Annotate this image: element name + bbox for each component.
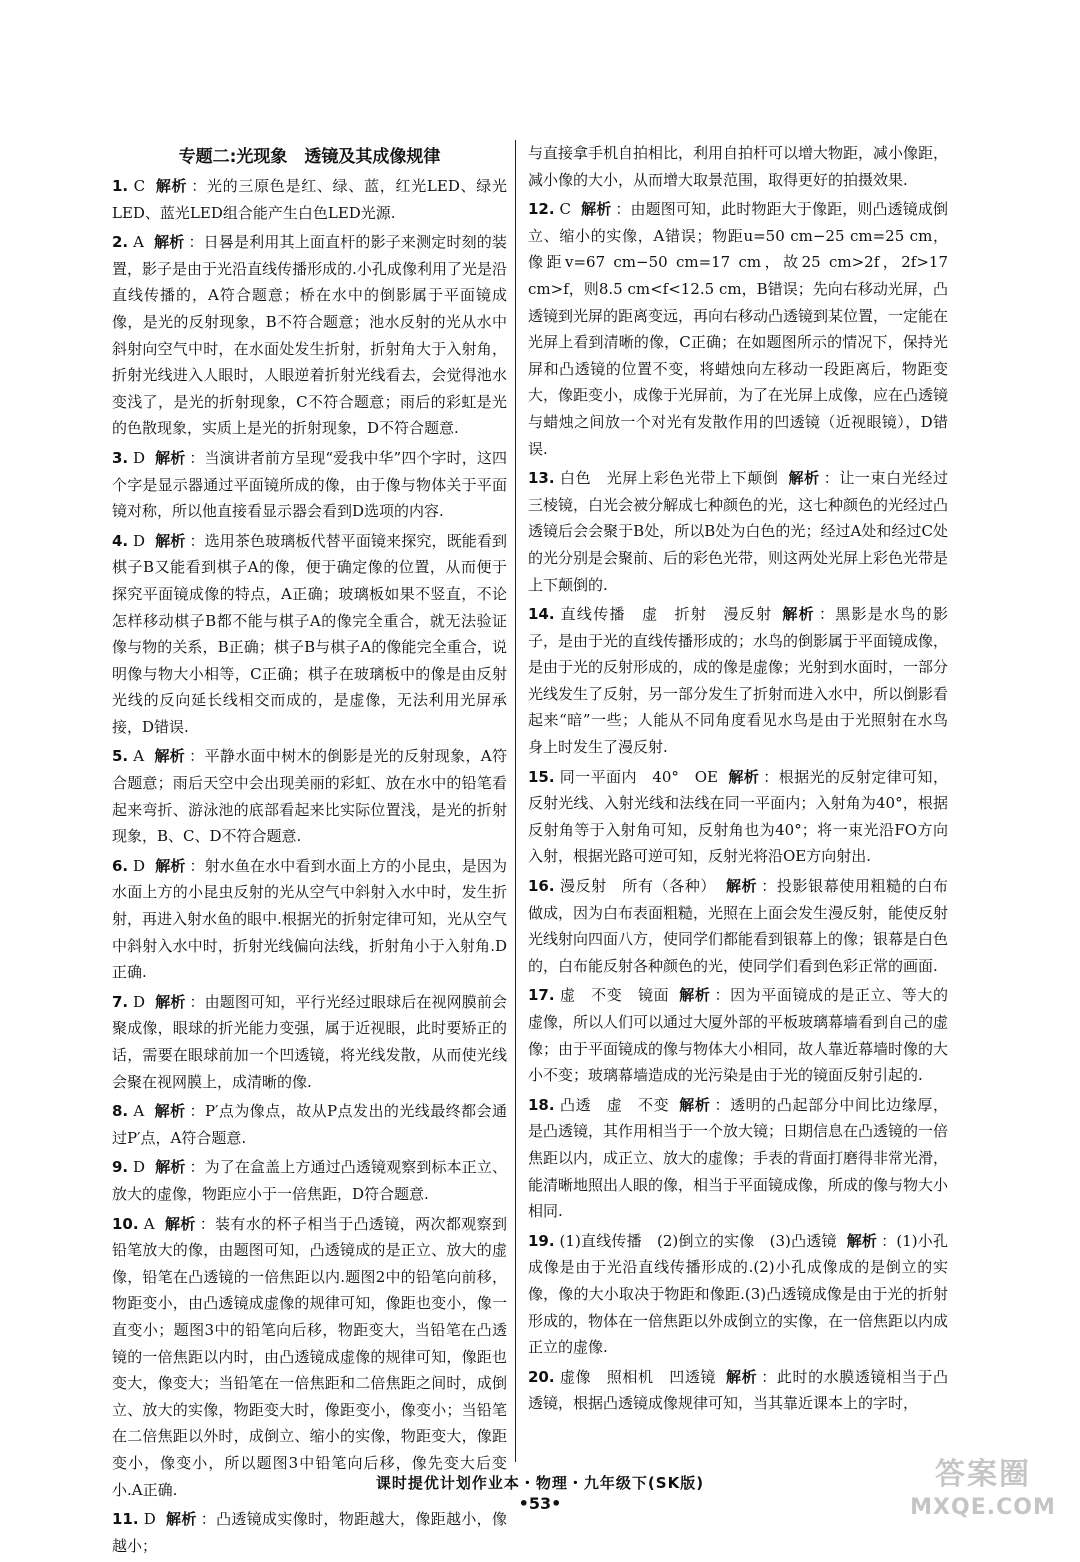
- analysis-text: 射水鱼在水中看到水面上方的小昆虫，是因为水面上方的小昆虫反射的光从空气中斜射入水中时，发生折射，再进入射水鱼的眼中.根据光的折射定律可知，光从空气中斜射入水中时，折射光线偏向法线，折射角小于入射角.D正确.: [112, 856, 507, 982]
- answer-item: 20. 虚像 照相机 凹透镜 解析 ：此时的水膜透镜相当于凸透镜，根据凸透镜成像规律可知，当其靠近课本上的字时，: [528, 1367, 948, 1413]
- analysis-label: 解析: [155, 1158, 186, 1177]
- question-number: 7.: [112, 992, 129, 1011]
- answer-item: 6. D 解析 ：射水鱼在水中看到水面上方的小昆虫，是因为水面上方的小昆虫反射的光从空气中斜射入水中时，发生折射，再进入射水鱼的眼中.根据光的折射定律可知，光从空气中斜射入水中时，折射光线偏向法线，折射角小于入射角.D正确.: [112, 856, 507, 982]
- continued-answer: 与直接拿手机自拍相比，利用自拍杆可以增大物距，减小像距，减小像的大小，从而增大取景范围，取得更好的拍摄效果.: [528, 144, 949, 189]
- answer-item: 18. 凸透 虚 不变 解析 ：透明的凸起部分中间比边缘厚，是凸透镜，其作用相当于一个放大镜；日期信息在凸透镜的一倍焦距以内，成正立、放大的虚像；手表的背面打磨得非常光滑，能清晰地照出人眼的像，相当于平面镜成像，所成的像与物大小相同.: [528, 1095, 949, 1221]
- watermark-url: MXQE.COM: [910, 1495, 1056, 1520]
- analysis-text: 此时的水膜透镜相当于凸透镜，根据凸透镜成像规律可知，当其靠近课本上的字时，: [528, 1367, 948, 1413]
- question-number: 20.: [528, 1367, 555, 1386]
- answer-item: 11. D 解析 ：凸透镜成实像时，物距越大，像距越小，像越小；: [112, 1510, 507, 1555]
- answer-key: A: [133, 1102, 145, 1121]
- answer-item: 10. A 解析 ：装有水的杯子相当于凸透镜，两次都观察到铅笔放大的像，由题图可知，凸透镜成的是正立、放大的虚像，铅笔在凸透镜的一倍焦距以内.题图2中的铅笔向前移，物距变小，由凸透镜成虚像的规律可知，像距也变小，像一直变小；题图3中的铅笔向后移，物距变大，当铅笔在凸透镜的一倍焦距以内时，由凸透镜成虚像的规律可知，像距也变大，像变大；当铅笔在一倍焦距和二倍焦距之间时，成倒立、放大的实像，物距变大时，像距变小，像变小；当铅笔在二倍焦距以外时，成倒立、缩小的实像，物距变大，像距变小，像变小，所以题图3中铅笔向后移，像先变大后变小.A正确.: [112, 1214, 507, 1499]
- analysis-text: 装有水的杯子相当于凸透镜，两次都观察到铅笔放大的像，由题图可知，凸透镜成的是正立、放大的虚像，铅笔在凸透镜的一倍焦距以内.题图2中的铅笔向前移，物距变小，由凸透镜成虚像的规律可知，像距也变小，像一直变小；题图3中的铅笔向后移，物距变大，当铅笔在凸透镜的一倍焦距以内时，由凸透镜成虚像的规律可知，像距也变大，像变大；当铅笔在一倍焦距和二倍焦距之间时，成倒立、放大的实像，物距变大时，像距变小，像变小；当铅笔在二倍焦距以外时，成倒立、缩小的实像，物距变大，像距变小，像变小，所以题图3中铅笔向后移，像先变大后变小.A正确.: [112, 1214, 507, 1499]
- analysis-label: 解析: [154, 747, 186, 766]
- answer-key: A: [133, 747, 145, 766]
- left-answer-list: [112, 173, 507, 1559]
- question-number: 3.: [112, 448, 129, 467]
- answer-item: 16. 漫反射 所有（各种） 解析 ：投影银幕使用粗糙的白布做成，因为白布表面粗糙，光照在上面会发生漫反射，能使反射光线射向四面八方，使同学们都能看到银幕上的像；银幕是白色的，白布能反射各种颜色的光，使同学们看到色彩正常的画面.: [528, 877, 949, 975]
- watermark-logo: [898, 1455, 1068, 1525]
- answer-item: 2. A 解析 ：日晷是利用其上面直杆的影子来测定时刻的装置，影子是由于光沿直线传播形成的.小孔成像利用了光是沿直线传播的，A符合题意；桥在水中的倒影属于平面镜成像，是光的反射现象，B不符合题意；池水反射的光从水中斜射向空气中时，在水面处发生折射，折射角大于入射角，折射光线进入人眼时，人眼逆着折射光线看去，会觉得池水变浅了，是光的折射现象，C不符合题意；雨后的彩虹是光的色散现象，实质上是光的折射现象，D不符合题意.: [112, 233, 507, 438]
- answer-item: 14. 直线传播 虚 折射 漫反射 解析 ：黑影是水鸟的影子，是由于光的直线传播形成的；水鸟的倒影属于平面镜成像，是由于光的反射形成的，成的像是虚像；光射到水面时，一部分光线发生了反射，另一部分发生了折射而进入水中，所以倒影看起来“暗”一些；人能从不同角度看见水鸟是由于光照射在水鸟身上时发生了漫反射.: [528, 605, 949, 757]
- analysis-text: P′点为像点，故从P点发出的光线最终都会通过P′点，A符合题意.: [112, 1102, 507, 1147]
- answer-key: 凸透 虚 不变: [559, 1095, 670, 1114]
- analysis-text: 选用茶色玻璃板代替平面镜来探究，既能看到棋子B又能看到棋子A的像，便于确定像的位置，从而便于探究平面镜成像的特点，A正确；玻璃板如果不竖直，不论怎样移动棋子B都不能与棋子A的像完全重合，就无法验证像与物的关系，B正确；棋子B与棋子A的像能完全重合，说明像与物大小相等，C正确；棋子在玻璃板中的像是由反射光线的反向延长线相交而成的，是虚像，无法利用光屏承接，D错误.: [112, 531, 507, 736]
- analysis-label: 解析: [155, 177, 188, 195]
- answer-key: D: [133, 1158, 146, 1177]
- analysis-label: 解析: [155, 531, 186, 550]
- question-number: 9.: [112, 1158, 129, 1177]
- answer-item: 1. C 解析 ：光的三原色是红、绿、蓝，红光LED、绿光LED、蓝光LED组合能产生白色LED光源.: [112, 177, 507, 222]
- question-number: 5.: [112, 747, 129, 766]
- watermark-text: 答案圈: [935, 1457, 1031, 1492]
- analysis-text: 因为平面镜成的是正立、等大的虚像，所以人们可以通过大厦外部的平板玻璃幕墙看到自己的虚像；由于平面镜成的像与物体大小相同，故人靠近幕墙时像的大小不变；玻璃幕墙造成的光污染是由于光的镜面反射引起的.: [528, 986, 949, 1085]
- column-divider: [515, 140, 516, 1462]
- analysis-label: 解析: [165, 1510, 197, 1529]
- answer-key: 白色 光屏上彩色光带上下颠倒: [559, 469, 779, 488]
- analysis-label: 解析: [679, 986, 711, 1005]
- question-number: 8.: [112, 1102, 129, 1121]
- answer-item: 8. A 解析 ：P′点为像点，故从P点发出的光线最终都会通过P′点，A符合题意.: [112, 1102, 507, 1147]
- answer-key: D: [133, 856, 146, 875]
- question-number: 14.: [528, 605, 555, 624]
- question-number: 15.: [528, 767, 555, 786]
- answer-item: 9. D 解析 ：为了在盒盖上方通过凸透镜观察到标本正立、放大的虚像，物距应小于一倍焦距，D符合题意.: [112, 1158, 507, 1203]
- analysis-label: 解析: [155, 448, 186, 467]
- answer-item: 7. D 解析 ：由题图可知，平行光经过眼球后在视网膜前会聚成像，眼球的折光能力变强，属于近视眼，此时要矫正的话，需要在眼球前加一个凹透镜，将光线发散，从而使光线会聚在视网膜上，成清晰的像.: [112, 992, 507, 1091]
- question-number: 12.: [528, 200, 555, 219]
- analysis-text: 由题图可知，平行光经过眼球后在视网膜前会聚成像，眼球的折光能力变强，属于近视眼，此时要矫正的话，需要在眼球前加一个凹透镜，将光线发散，从而使光线会聚在视网膜上，成清晰的像.: [112, 992, 507, 1091]
- answer-item: 17. 虚 不变 镜面 解析 ：因为平面镜成的是正立、等大的虚像，所以人们可以通过大厦外部的平板玻璃幕墙看到自己的虚像；由于平面镜成的像与物体大小相同，故人靠近幕墙时像的大小不变；玻璃幕墙造成的光污染是由于光的镜面反射引起的.: [528, 986, 949, 1085]
- answer-key: 同一平面内 40° OE: [559, 767, 719, 786]
- answer-item: 15. 同一平面内 40° OE 解析 ：根据光的反射定律可知，反射光线、入射光线和法线在同一平面内；入射角为40°，根据反射角等于入射角可知，反射角也为40°；将一束光沿FO方向入射，根据光路可逆可知，反射光将沿OE方向射出.: [528, 767, 948, 866]
- question-number: 13.: [528, 469, 555, 488]
- right-answer-list: [528, 196, 948, 1417]
- analysis-label: 解析: [153, 233, 185, 252]
- analysis-label: 解析: [155, 856, 186, 875]
- analysis-text: 日晷是利用其上面直杆的影子来测定时刻的装置，影子是由于光沿直线传播形成的.小孔成像利用了光是沿直线传播的，A符合题意；桥在水中的倒影属于平面镜成像，是光的反射现象，B不符合题意；池水反射的光从水中斜射向空气中时，在水面处发生折射，折射角大于入射角，折射光线进入人眼时，人眼逆着折射光线看去，会觉得池水变浅了，是光的折射现象，C不符合题意；雨后的彩虹是光的色散现象，实质上是光的折射现象，D不符合题意.: [112, 233, 507, 438]
- analysis-text: 根据光的反射定律可知，反射光线、入射光线和法线在同一平面内；入射角为40°，根据反射角等于入射角可知，反射角也为40°；将一束光沿FO方向入射，根据光路可逆可知，反射光将沿OE方向射出.: [528, 767, 948, 866]
- analysis-label: 解析: [846, 1231, 878, 1250]
- question-number: 19.: [528, 1231, 555, 1250]
- answer-key: D: [133, 448, 146, 467]
- answer-key: C: [133, 177, 146, 195]
- footer-book-title: 课时提优计划作业本・物理・九年级下(SK版): [375, 1474, 705, 1492]
- analysis-text: 由题图可知，此时物距大于像距，则凸透镜成倒立、缩小的实像，A错误；物距u=50 cm−25 cm=25 cm，像距v=67 cm−50 cm=17 cm，故25 cm>2f，2f>17 cm>f，则8.5 cm<f<12.5 cm，B错误；先向右移动光屏，凸透镜到光屏的距离变远，再向右移动凸透镜到某位置，一定能在光屏上看到清晰的像，C正确；在如题图所示的情况下，保持光屏和凸透镜的位置不变，将蜡烛向左移动一段距离后，物距变大，像距变小，成像于光屏前，为了在光屏上成像，应在凸透镜与蜡烛之间放一个对光有发散作用的凹透镜（近视眼镜），D错误.: [528, 200, 949, 458]
- analysis-text: 为了在盒盖上方通过凸透镜观察到标本正立、放大的虚像，物距应小于一倍焦距，D符合题意.: [112, 1158, 507, 1203]
- answer-key: D: [143, 1510, 156, 1529]
- analysis-text: 平静水面中树木的倒影是光的反射现象，A符合题意；雨后天空中会出现美丽的彩虹、放在水中的铅笔看起来弯折、游泳池的底部看起来比实际位置浅，是光的折射现象，B、C、D不符合题意.: [112, 747, 507, 846]
- answer-key: (1)直线传播 (2)倒立的实像 (3)凸透镜: [559, 1231, 837, 1250]
- answer-key: D: [133, 992, 146, 1011]
- question-number: 17.: [528, 986, 555, 1005]
- analysis-label: 解析: [580, 200, 612, 219]
- answer-key: A: [143, 1214, 155, 1233]
- analysis-text: 凸透镜成实像时，物距越大，像距越小，像越小；: [112, 1510, 507, 1555]
- answer-key: 虚 不变 镜面: [559, 986, 670, 1005]
- answer-item: 5. A 解析 ：平静水面中树木的倒影是光的反射现象，A符合题意；雨后天空中会出现美丽的彩虹、放在水中的铅笔看起来弯折、游泳池的底部看起来比实际位置浅，是光的折射现象，B、C、D不符合题意.: [112, 747, 507, 846]
- answer-item: 19. (1)直线传播 (2)倒立的实像 (3)凸透镜 解析 ：(1)小孔成像是由于光沿直线传播形成的.(2)小孔成像成的是倒立的实像，像的大小取决于物距和像距.(3)凸透镜成像是由于光的折射形成的，物体在一倍焦距以外成倒立的实像，在一倍焦距以内成正立的虚像.: [528, 1231, 949, 1357]
- page-number: •53•: [518, 1494, 562, 1513]
- question-number: 18.: [528, 1095, 555, 1114]
- section-title: 专题二:光现象 透镜及其成像规律: [178, 147, 441, 167]
- answer-item: 13. 白色 光屏上彩色光带上下颠倒 解析 ：让一束白光经过三棱镜，白光会被分解成七种颜色的光，这七种颜色的光经过凸透镜后会会聚于B处，所以B处为白色的光；经过A处和经过C处的光分别是会聚前、后的彩色光带，则这两处光屏上彩色光带是上下颠倒的.: [528, 469, 949, 594]
- question-number: 1.: [112, 177, 129, 195]
- analysis-text: 透明的凸起部分中间比边缘厚，是凸透镜，其作用相当于一个放大镜；日期信息在凸透镜的一倍焦距以内，成正立、放大的虚像；手表的背面打磨得非常光滑，能清晰地照出人眼的像，相当于平面镜成像，所成的像与物大小相同.: [528, 1095, 949, 1221]
- analysis-text: 光的三原色是红、绿、蓝，红光LED、绿光LED、蓝光LED组合能产生白色LED光源.: [112, 177, 507, 222]
- analysis-text: 当演讲者前方呈现“爱我中华”四个字时，这四个字是显示器通过平面镜所成的像，由于像与物体关于平面镜对称，所以他直接看显示器会看到D选项的内容.: [112, 448, 507, 521]
- analysis-label: 解析: [782, 605, 815, 624]
- analysis-text: (1)小孔成像是由于光沿直线传播形成的.(2)小孔成像成的是倒立的实像，像的大小取决于物距和像距.(3)凸透镜成像是由于光的折射形成的，物体在一倍焦距以外成倒立的实像，在一倍焦距以内成正立的虚像.: [528, 1231, 949, 1357]
- answer-item: 3. D 解析 ：当演讲者前方呈现“爱我中华”四个字时，这四个字是显示器通过平面镜所成的像，由于像与物体关于平面镜对称，所以他直接看显示器会看到D选项的内容.: [112, 448, 507, 521]
- analysis-label: 解析: [679, 1095, 711, 1114]
- question-number: 2.: [112, 233, 129, 252]
- analysis-label: 解析: [728, 767, 760, 786]
- analysis-label: 解析: [788, 469, 820, 488]
- answer-key: C: [559, 200, 571, 219]
- question-number: 4.: [112, 531, 129, 550]
- question-number: 11.: [112, 1510, 139, 1529]
- right-column: [528, 140, 948, 1420]
- answer-key: A: [133, 233, 144, 252]
- answer-key: 虚像 照相机 凹透镜: [559, 1367, 717, 1386]
- analysis-label: 解析: [164, 1214, 196, 1233]
- left-column: [112, 140, 507, 1562]
- answer-key: 直线传播 虚 折射 漫反射: [560, 605, 773, 624]
- answer-item: 4. D 解析 ：选用茶色玻璃板代替平面镜来探究，既能看到棋子B又能看到棋子A的像，便于确定像的位置，从而便于探究平面镜成像的特点，A正确；玻璃板如果不竖直，不论怎样移动棋子B都不能与棋子A的像完全重合，就无法验证像与物的关系，B正确；棋子B与棋子A的像能完全重合，说明像与物大小相等，C正确；棋子在玻璃板中的像是由反射光线的反向延长线相交而成的，是虚像，无法利用光屏承接，D错误.: [112, 531, 507, 736]
- analysis-label: 解析: [154, 1102, 186, 1121]
- answer-key: 漫反射 所有（各种）: [559, 877, 717, 896]
- answer-key: D: [133, 531, 146, 550]
- question-number: 10.: [112, 1214, 139, 1233]
- question-number: 16.: [528, 877, 555, 896]
- analysis-text: 投影银幕使用粗糙的白布做成，因为白布表面粗糙，光照在上面会发生漫反射，能使反射光线射向四面八方，使同学们都能看到银幕上的像；银幕是白色的，白布能反射各种颜色的光，使同学们看到色彩正常的画面.: [528, 877, 949, 975]
- analysis-text: 黑影是水鸟的影子，是由于光的直线传播形成的；水鸟的倒影属于平面镜成像，是由于光的反射形成的，成的像是虚像；光射到水面时，一部分光线发生了反射，另一部分发生了折射而进入水中，所以倒影看起来“暗”一些；人能从不同角度看见水鸟是由于光照射在水鸟身上时发生了漫反射.: [528, 605, 949, 757]
- analysis-text: 让一束白光经过三棱镜，白光会被分解成七种颜色的光，这七种颜色的光经过凸透镜后会会聚于B处，所以B处为白色的光；经过A处和经过C处的光分别是会聚前、后的彩色光带，则这两处光屏上彩色光带是上下颠倒的.: [528, 469, 949, 594]
- analysis-label: 解析: [726, 1367, 758, 1386]
- analysis-label: 解析: [155, 992, 186, 1011]
- analysis-label: 解析: [726, 877, 758, 896]
- answer-item: 12. C 解析 ：由题图可知，此时物距大于像距，则凸透镜成倒立、缩小的实像，A错误；物距u=50 cm−25 cm=25 cm，像距v=67 cm−50 cm=17 cm，故25 cm>2f，2f>17 cm>f，则8.5 cm<f<12.5 cm，B错误；先向右移动光屏，凸透镜到光屏的距离变远，再向右移动凸透镜到某位置，一定能在光屏上看到清晰的像，C正确；在如题图所示的情况下，保持光屏和凸透镜的位置不变，将蜡烛向左移动一段距离后，物距变大，像距变小，成像于光屏前，为了在光屏上成像，应在凸透镜与蜡烛之间放一个对光有发散作用的凹透镜（近视眼镜），D错误.: [528, 200, 949, 458]
- question-number: 6.: [112, 856, 129, 875]
